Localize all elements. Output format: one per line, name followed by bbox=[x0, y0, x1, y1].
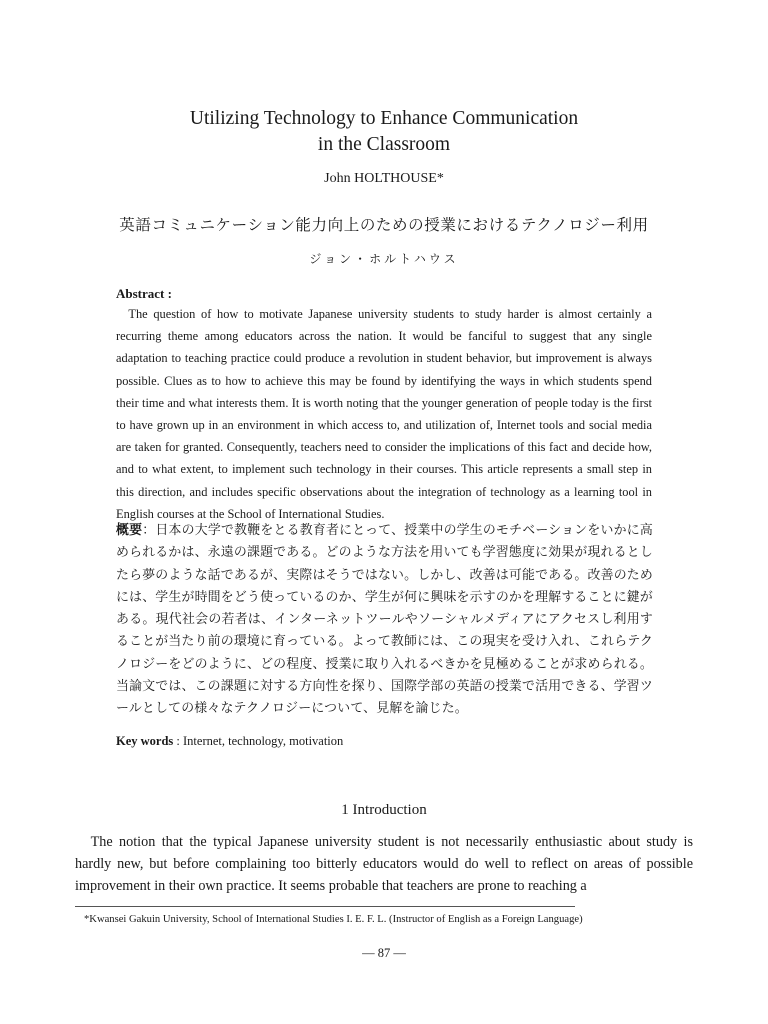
author-name: John HOLTHOUSE* bbox=[324, 171, 444, 186]
japanese-title: 英語コミュニケーション能力向上のための授業におけるテクノロジー利用 bbox=[119, 216, 649, 234]
paper-title-line-2: in the Classroom bbox=[317, 134, 451, 155]
footnote: *Kwansei Gakuin University, School of International Studies I. E. F. L. (Instructor of English as a Foreign Language) bbox=[84, 914, 583, 925]
introduction-paragraph: The notion that the typical Japanese university student is not necessarily enthusiastic about study is hardly new, but before complaining too bitterly educators would do well to reflect on areas of possible improvement in their own practice. It seems probable that teachers are prone to reaching a bbox=[75, 834, 693, 894]
page-number: ― 87 ― bbox=[362, 946, 406, 960]
paper-title bbox=[0, 106, 768, 158]
abstract-text: The question of how to motivate Japanese university students to study harder is almost certainly a recurring theme among educators across the nation. It would be fanciful to suggest that any single adaptation to teaching practice could produce a revolution in student behavior, but improvement is always possible. Clues as to how to achieve this may be found by identifying the ways in which students spend their time and what interests them. It is worth noting that the younger generation of people today is the first to have grown up in an environment in which access to, and utilization of, Internet tools and social media are taken for granted. Consequently, teachers need to consider the implications of this fact and decide how, and to what extent, to implement such technology in their courses. This article represents a small step in this direction, and includes specific observations about the integration of technology as a learning tool in English courses at the School of International Studies. bbox=[116, 307, 652, 521]
keywords bbox=[116, 734, 343, 749]
keywords-text: : Internet, technology, motivation bbox=[173, 734, 344, 748]
japanese-author-name: ジョン・ホルトハウス bbox=[309, 252, 459, 266]
footnote-divider bbox=[75, 906, 575, 907]
japanese-abstract-text: ：日本の大学で教鞭をとる教育者にとって、授業中の学生のモチベーションをいかに高められるかは、永遠の課題である。どのような方法を用いても学習態度に効果が現れるとしたら夢のような話であるが、実際はそうではない。しかし、改善は可能である。改善のためには、学生が時間をどう使っているのか、学生が何に興味を示すのかを理解することに鍵がある。現代社会の若者は、インターネットツールやソーシャルメディアにアクセスし利用することが当たり前の環境に育っている。よって教師には、この現実を受け入れ、これらテクノロジーをどのように、どの程度、授業に取り入れるべきかを見極めることが求められる。当論文では、この課題に対する方向性を探り、国際学部の英語の授業で活用できる、学習ツールとしての様々なテクノロジーについて、見解を論じた。 bbox=[116, 523, 653, 717]
abstract-label: Abstract : bbox=[116, 286, 172, 301]
japanese-abstract bbox=[116, 520, 653, 721]
japanese-abstract-label: 概要 bbox=[116, 523, 143, 538]
keywords-label: Key words bbox=[116, 734, 174, 748]
section-heading: 1 Introduction bbox=[341, 802, 427, 818]
paper-title-line-1: Utilizing Technology to Enhance Communication bbox=[189, 108, 579, 129]
